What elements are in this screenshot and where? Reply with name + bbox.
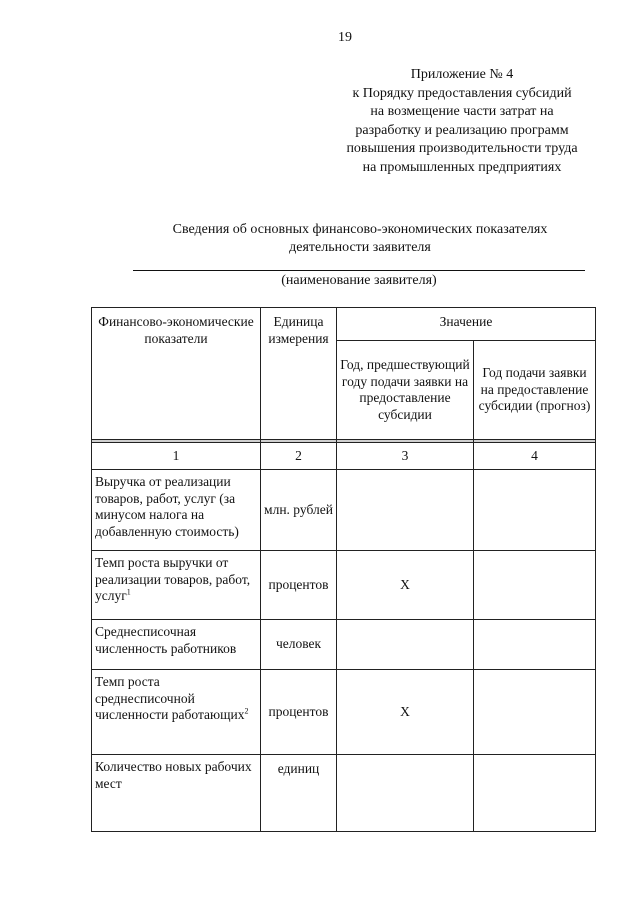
header-application-year: Год подачи заявки на предоставление субсидии (прогноз) [474,341,596,440]
forecast-value-cell[interactable] [474,755,596,832]
prev-year-value-cell[interactable] [337,620,474,670]
table-row [92,620,596,670]
applicant-name-line [133,270,585,271]
forecast-value-cell[interactable] [474,670,596,755]
table-row [92,670,596,755]
appendix-line: повышения производительности труда [346,141,578,156]
table-row [92,755,596,832]
indicator-cell: Темп роста выручки от реализации товаров, работ, услуг$^1$ [92,551,261,620]
forecast-value-cell[interactable] [474,470,596,551]
document-title-line: Сведения об основных финансово-экономических показателях [172,222,548,237]
unit-cell: процентов [261,670,337,755]
header-value: Значение [337,308,596,341]
appendix-line: на возмещение части затрат на [370,104,554,119]
applicant-name-caption: (наименование заявителя) [281,273,437,288]
column-number: 4 [474,443,596,470]
table-row [92,551,596,620]
indicator-cell: Выручка от реализации товаров, работ, услуг (за минусом налога на добавленную стоимость) [92,470,261,551]
forecast-value-cell[interactable] [474,551,596,620]
appendix-line: на промышленных предприятиях [362,159,562,175]
column-number: 3 [337,443,474,470]
unit-cell: человек [261,620,337,670]
appendix-line: к Порядку предоставления субсидий [352,85,572,101]
prev-year-value-cell[interactable] [337,470,474,551]
indicator-cell: Среднесписочная численность работников [92,620,261,670]
indicator-cell: Количество новых рабочих мест [92,755,261,832]
table-row [92,470,596,551]
footnote-marker: 1 [126,587,131,597]
footnote-marker: 2 [244,706,249,716]
appendix-line: разработку и реализацию программ [355,122,569,138]
unit-cell: единиц [261,755,337,832]
prev-year-value-cell: Х [337,670,474,755]
header-indicators: Финансово-экономические показатели [92,308,261,440]
appendix-note [320,66,604,177]
column-number: 2 [261,443,337,470]
header-prev-year: Год, предшествующий году подачи заявки на предоставление субсидии [337,341,474,440]
prev-year-value-cell[interactable] [337,755,474,832]
unit-cell: процентов [261,551,337,620]
document-title-line: деятельности заявителя [289,240,431,255]
appendix-title: Приложение № 4 [410,67,514,82]
forecast-value-cell[interactable] [474,620,596,670]
column-number: 1 [92,443,261,470]
column-numbers-row [92,443,596,470]
header-unit: Единица измерения [261,308,337,440]
document-title [120,221,600,257]
indicator-cell: Темп роста среднесписочной численности работающих$^2$ [92,670,261,755]
indicators-table [91,307,596,832]
page-number: 19 [338,30,352,45]
unit-cell: млн. рублей [261,470,337,551]
prev-year-value-cell: Х [337,551,474,620]
